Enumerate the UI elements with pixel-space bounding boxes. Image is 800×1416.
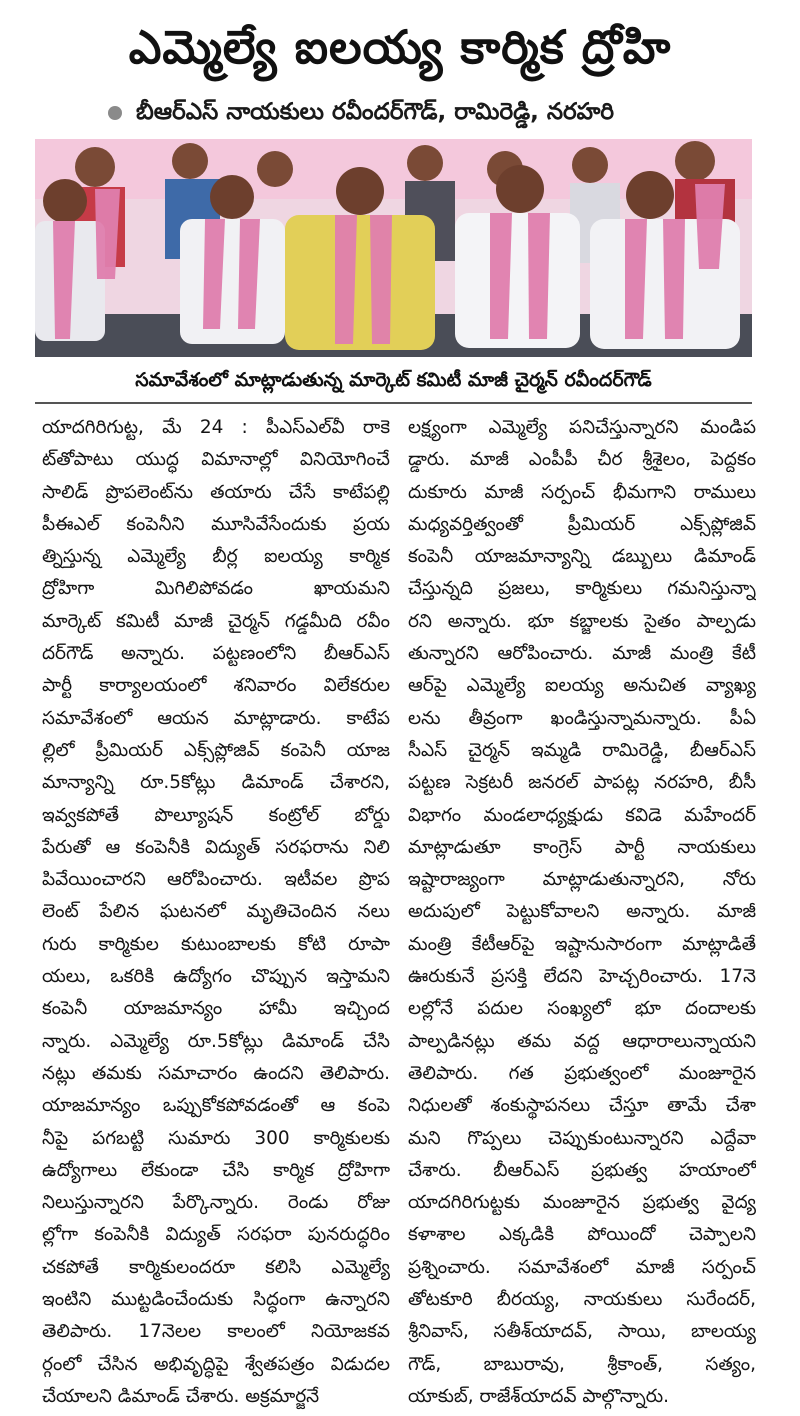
article-line: మాట్లాడుతూ కాంగ్రెస్ పార్టీ నాయకులు: [408, 836, 756, 858]
article-line: పివేయించారని ఆరోపించారు. ఇటీవల ప్రొప: [42, 869, 390, 891]
article-line: లెంట్ పేలిన ఘటనలో మృతిచెందిన నలు: [42, 901, 390, 923]
article-line: చకపోతే కార్మికులందరూ కలిసి ఎమ్మెల్యే: [42, 1256, 390, 1278]
article-line: మార్కెట్ కమిటీ మాజీ చైర్మన్ గడ్డమీది రవీం: [42, 610, 390, 632]
article-line: త్నిస్తున్న ఎమ్మెల్యే బీర్ల ఐలయ్య కార్మిక: [42, 546, 390, 568]
article-line: పార్టీ కార్యాలయంలో శనివారం విలేకరుల: [42, 675, 390, 697]
article-line: శ్రీనివాస్, సతీశ్‌యాదవ్, సాయి, బాలయ్య: [408, 1321, 756, 1343]
article-line: ఇంటిని ముట్టడించేందుకు సిద్ధంగా ఉన్నారని: [42, 1289, 390, 1311]
article-line: సమావేశంలో ఆయన మాట్లాడారు. కాటేప: [42, 707, 390, 729]
article-line: గౌడ్, బాబురావు, శ్రీకాంత్, సత్యం,: [408, 1353, 756, 1375]
article-line: ప్రశ్నించారు. సమావేశంలో మాజీ సర్పంచ్: [408, 1256, 756, 1278]
article-line: తోటకూరి బీరయ్య, నాయకులు సురేందర్,: [408, 1289, 756, 1311]
article-column-right: [408, 412, 756, 1413]
article-line: యాదగిరిగుట్టకు మంజూరైన ప్రభుత్వ వైద్య: [408, 1192, 756, 1214]
article-line: ల్లిలో ప్రీమియర్ ఎక్స్‌ప్లోజివ్ కంపెనీ యాజ: [42, 739, 390, 761]
article-line: చేయాలని డిమాండ్ చేశారు. అక్రమార్జనే: [42, 1385, 320, 1407]
article-line: రని అన్నారు. భూ కబ్జాలకు సైతం పాల్పడు: [408, 610, 756, 632]
article-line: ఇష్టారాజ్యంగా మాట్లాడుతున్నారని, నోరు: [408, 869, 756, 891]
article-line: గురు కార్మికుల కుటుంబాలకు కోటి రూపా: [42, 933, 390, 955]
article-line: యలు, ఒకరికి ఉద్యోగం చొప్పున ఇస్తామని: [42, 966, 390, 988]
article-line: సాలిడ్ ప్రొపలెంట్‌ను తయారు చేసే కాటేపల్లి: [42, 481, 390, 503]
article-line: లక్ష్యంగా ఎమ్మెల్యే పనిచేస్తున్నారని మండిప: [408, 417, 756, 438]
news-photo: [35, 139, 752, 357]
article-line: మంత్రి కేటీఆర్‌పై ఇష్టానుసారంగా మాట్లాడితే: [408, 933, 756, 955]
article-line: లను తీవ్రంగా ఖండిస్తున్నామన్నారు. పీఏ: [408, 707, 756, 729]
article-line: యాజమాన్యం ఒప్పుకోకపోవడంతో ఆ కంపె: [42, 1095, 390, 1117]
article-line: యాకుబ్, రాజేశ్‌యాదవ్ పాల్గొన్నారు.: [408, 1385, 670, 1407]
bullet-icon: [108, 106, 122, 120]
article-line: పట్టణ సెక్రటరీ జనరల్ పాపట్ల నరహరి, బీసీ: [408, 772, 756, 794]
article-line: చేశారు. బీఆర్ఎస్ ప్రభుత్వ హయాంలో: [408, 1159, 756, 1181]
article-line: తున్నారని ఆరోపించారు. మాజీ మంత్రి కేటీ: [408, 643, 756, 665]
article-line: తెలిపారు. గత ప్రభుత్వంలో మంజూరైన: [408, 1062, 756, 1084]
article-line: లల్లోనే పదుల సంఖ్యలో భూ దందాలకు: [408, 998, 756, 1020]
article-line: పీఈఎల్ కంపెనీని మూసివేసేందుకు ప్రయ: [42, 513, 390, 535]
article-line: అదుపులో పెట్టుకోవాలని అన్నారు. మాజీ: [408, 901, 756, 923]
article-line: కంపెనీ యాజమాన్యాన్ని డబ్బులు డిమాండ్: [408, 546, 756, 568]
headline: ఎమ్మెల్యే ఐలయ్య కార్మిక ద్రోహి: [128, 20, 672, 74]
article-line: నిధులతో శంకుస్థాపనలు చేస్తూ తామే చేశా: [408, 1095, 756, 1117]
article-line: ఆర్‌పై ఎమ్మెల్యే ఐలయ్య అనుచిత వ్యాఖ్య: [408, 675, 756, 697]
article-line: కంపెనీ యాజమాన్యం హామీ ఇచ్చింద: [42, 998, 390, 1020]
article-line: న్నారు. ఎమ్మెల్యే రూ.5కోట్లు డిమాండ్ చేసి: [42, 1030, 390, 1052]
article-line: చేస్తున్నది ప్రజలు, కార్మికులు గమనిస్తున్నా: [408, 578, 756, 600]
article-line: తెలిపారు. 17నెలల కాలంలో నియోజకవ: [42, 1321, 390, 1343]
article-line: యాదగిరిగుట్ట, మే 24 : పీఎస్ఎల్‌వీ రాకె: [42, 417, 390, 438]
article-line: కళాశాల ఎక్కడికి పోయిందో చెప్పాలని: [408, 1224, 756, 1246]
article-line: విభాగం మండలాధ్యక్షుడు కవిడె మహేందర్: [408, 804, 756, 826]
article-line: ఉద్యోగాలు లేకుండా చేసి కార్మిక ద్రోహిగా: [42, 1159, 390, 1181]
photo-illustration: [35, 139, 752, 357]
article-line: ట్‌తోపాటు యుద్ధ విమానాల్లో వినియోగించే: [42, 449, 390, 471]
article-line: ఊరుకునే ప్రసక్తి లేదని హెచ్చరించారు. 17నె: [408, 966, 756, 988]
article-line: నిలుస్తున్నారని పేర్కొన్నారు. రెండు రోజు: [42, 1192, 390, 1214]
article-line: మని గొప్పలు చెప్పుకుంటున్నారని ఎద్దేవా: [408, 1127, 756, 1149]
article-line: పేరుతో ఆ కంపెనీకి విద్యుత్ సరఫరాను నిలి: [42, 836, 390, 858]
article-line: ల్లోగా కంపెనీకి విద్యుత్ సరఫరా పునరుద్ధరిం: [42, 1224, 390, 1246]
article-line: దర్‌గౌడ్ అన్నారు. పట్టణంలోని బీఆర్ఎస్: [42, 643, 390, 665]
article-line: దుకూరు మాజీ సర్పంచ్ భీమగాని రాములు: [408, 481, 756, 503]
article-line: నీపై పగబట్టి సుమారు 300 కార్మికులకు: [42, 1127, 390, 1149]
article-line: పాల్పడినట్లు తమ వద్ద ఆధారాలున్నాయని: [408, 1030, 756, 1052]
article-line: ర్గంలో చేసిన అభివృద్ధిపై శ్వేతపత్రం విడుదల: [42, 1353, 390, 1375]
photo-caption: సమావేశంలో మాట్లాడుతున్న మార్కెట్ కమిటీ మాజీ చైర్మన్ రవీందర్‌గౌడ్: [135, 369, 652, 391]
article-line: మాన్యాన్ని రూ.5కోట్లు డిమాండ్ చేశారని,: [42, 772, 390, 794]
article-line: నట్లు తమకు సమాచారం ఉందని తెలిపారు.: [42, 1062, 390, 1084]
article-line: డ్డారు. మాజీ ఎంపీపీ చీర శ్రీశైలం, పెద్దకం: [408, 449, 756, 471]
subheadline-text: బీఆర్ఎస్ నాయకులు రవీందర్‌గౌడ్, రామిరెడ్డి, నరహరి: [136, 99, 615, 125]
subheadline: [108, 95, 768, 129]
article-line: ఇవ్వకపోతే పొల్యూషన్ కంట్రోల్ బోర్డు: [42, 804, 390, 826]
article-line: మధ్యవర్తిత్వంతో ప్రీమియర్ ఎక్స్‌ప్లోజివ్: [408, 513, 756, 535]
caption-divider: [35, 402, 752, 404]
article-line: ద్రోహిగా మిగిలిపోవడం ఖాయమని: [42, 578, 390, 600]
article-column-left: [42, 412, 390, 1413]
article-line: సీఎస్ చైర్మన్ ఇమ్మడి రామిరెడ్డి, బీఆర్ఎస్: [408, 739, 756, 761]
